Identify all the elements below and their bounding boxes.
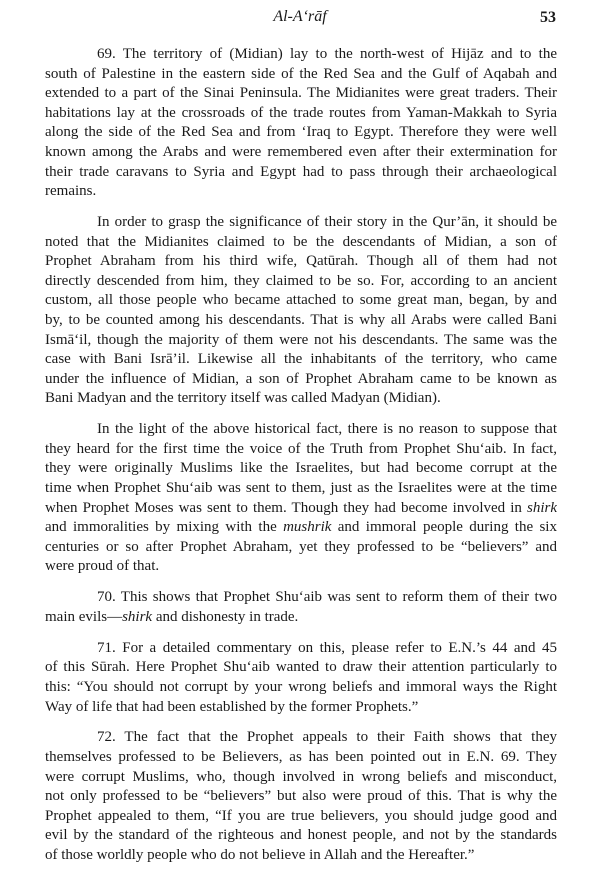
text-line: of those worldly people who do not believe in Allah and the Hereafter.” (45, 847, 475, 864)
text-line: were proud of that. (45, 558, 160, 575)
paragraph (45, 639, 557, 717)
text-line: In the light of the above historical fact, there is no reason to suppose that (97, 421, 557, 438)
text-line: Ismā‘il, though the majority of them were not his descendants. The same was the (45, 331, 557, 348)
text-line: habitations lay at the crossroads of the trade routes from Yaman-Makkah to Syria (45, 104, 557, 121)
text-line: directly descended from him, they claimed to be so. For, according to an ancient (45, 272, 557, 289)
paragraph (45, 420, 557, 577)
paragraph (45, 213, 557, 409)
page-number: 53 (540, 9, 556, 26)
text-line: main evils—shirk and dishonesty in trade. (45, 608, 299, 625)
text-line: by, to be counted among his descendants. That is why all Arabs were called Bani (45, 312, 557, 329)
text-line: south of Palestine in the eastern side of the Red Sea and the Gulf of Aqabah and (45, 65, 557, 82)
text-line: when Prophet Moses was sent to them. Though they had become involved in shirk (45, 499, 557, 516)
text-line: Prophet Abraham from his third wife, Qatūrah. Though all of them had not (45, 253, 557, 270)
text-line: evil by the standard of the righteous and honest people, and not by the standards (45, 827, 557, 844)
italic-term: shirk (527, 499, 557, 516)
text-line: time when Prophet Shu‘aib was sent to them, just as the Israelites were at the time (45, 480, 557, 497)
text-line: were corrupt Muslims, who, though involved in wrong beliefs and misconduct, (45, 768, 557, 785)
page-header (0, 6, 600, 30)
text-line: remains. (45, 183, 97, 200)
text-line: not only professed to be “believers” but also were proud of this. That is why the (45, 788, 557, 805)
paragraph (45, 45, 557, 202)
text-line: of this Sūrah. Here Prophet Shu‘aib wanted to draw their attention particularly to (45, 659, 557, 676)
text-line: under the influence of Midian, a son of Prophet Abraham came to be known as (45, 370, 557, 387)
text-line: 70. This shows that Prophet Shu‘aib was sent to reform them of their two (97, 589, 557, 606)
italic-term: mushrik (283, 519, 332, 536)
running-title: Al-A‘rāf (273, 8, 327, 25)
text-line: centuries or so after Prophet Abraham, yet they professed to be “believers” and (45, 538, 557, 555)
text-line: In order to grasp the significance of their story in the Qur’ān, it should be (97, 214, 557, 231)
text-line: and immoralities by mixing with the mushrik and immoral people during the six (45, 519, 557, 536)
page-body (45, 45, 557, 877)
text-line: case with Bani Isrā’il. Likewise all the inhabitants of the territory, who came (45, 351, 557, 368)
text-line: they heard for the first time the voice of the Truth from Prophet Shu‘aib. In fact, (45, 440, 557, 457)
text-line: extended to a part of the Sinai Peninsula. The Midianites were great traders. Their (45, 85, 557, 102)
italic-term: shirk (122, 608, 153, 625)
text-line: themselves professed to be Believers, as has been pointed out in E.N. 69. They (45, 749, 557, 766)
text-line: custom, all those people who became attached to some great man, began, by and (45, 292, 557, 309)
paragraph (45, 728, 557, 865)
text-line: this: “You should not corrupt by your wrong beliefs and immoral ways the Right (45, 679, 557, 695)
text-line: their trade caravans to Syria and Egypt had to pass through their archaeological (45, 163, 557, 180)
text-line: 69. The territory of (Midian) lay to the north-west of Hijāz and to the (97, 46, 557, 62)
paragraph (45, 588, 557, 627)
text-line: Bani Madyan and the territory itself was called Madyan (Midian). (45, 390, 441, 407)
text-line: 72. The fact that the Prophet appeals to their Faith shows that they (97, 729, 557, 746)
text-line: known among the Arabs and were remembered even after their extermination for (45, 143, 557, 160)
text-line: 71. For a detailed commentary on this, please refer to E.N.’s 44 and 45 (97, 639, 557, 656)
text-line: Prophet appealed to them, “If you are true believers, you should judge good and (45, 807, 557, 824)
text-line: along the side of the Red Sea and from ‘Iraq to Egypt. Therefore they were well (45, 124, 557, 141)
text-line: they were originally Muslims like the Israelites, but had become corrupt at the (45, 460, 557, 477)
text-line: noted that the Midianites claimed to be the descendants of Midian, a son of (45, 233, 557, 250)
text-line: Way of life that had been established by the former Prophets.” (45, 698, 419, 715)
